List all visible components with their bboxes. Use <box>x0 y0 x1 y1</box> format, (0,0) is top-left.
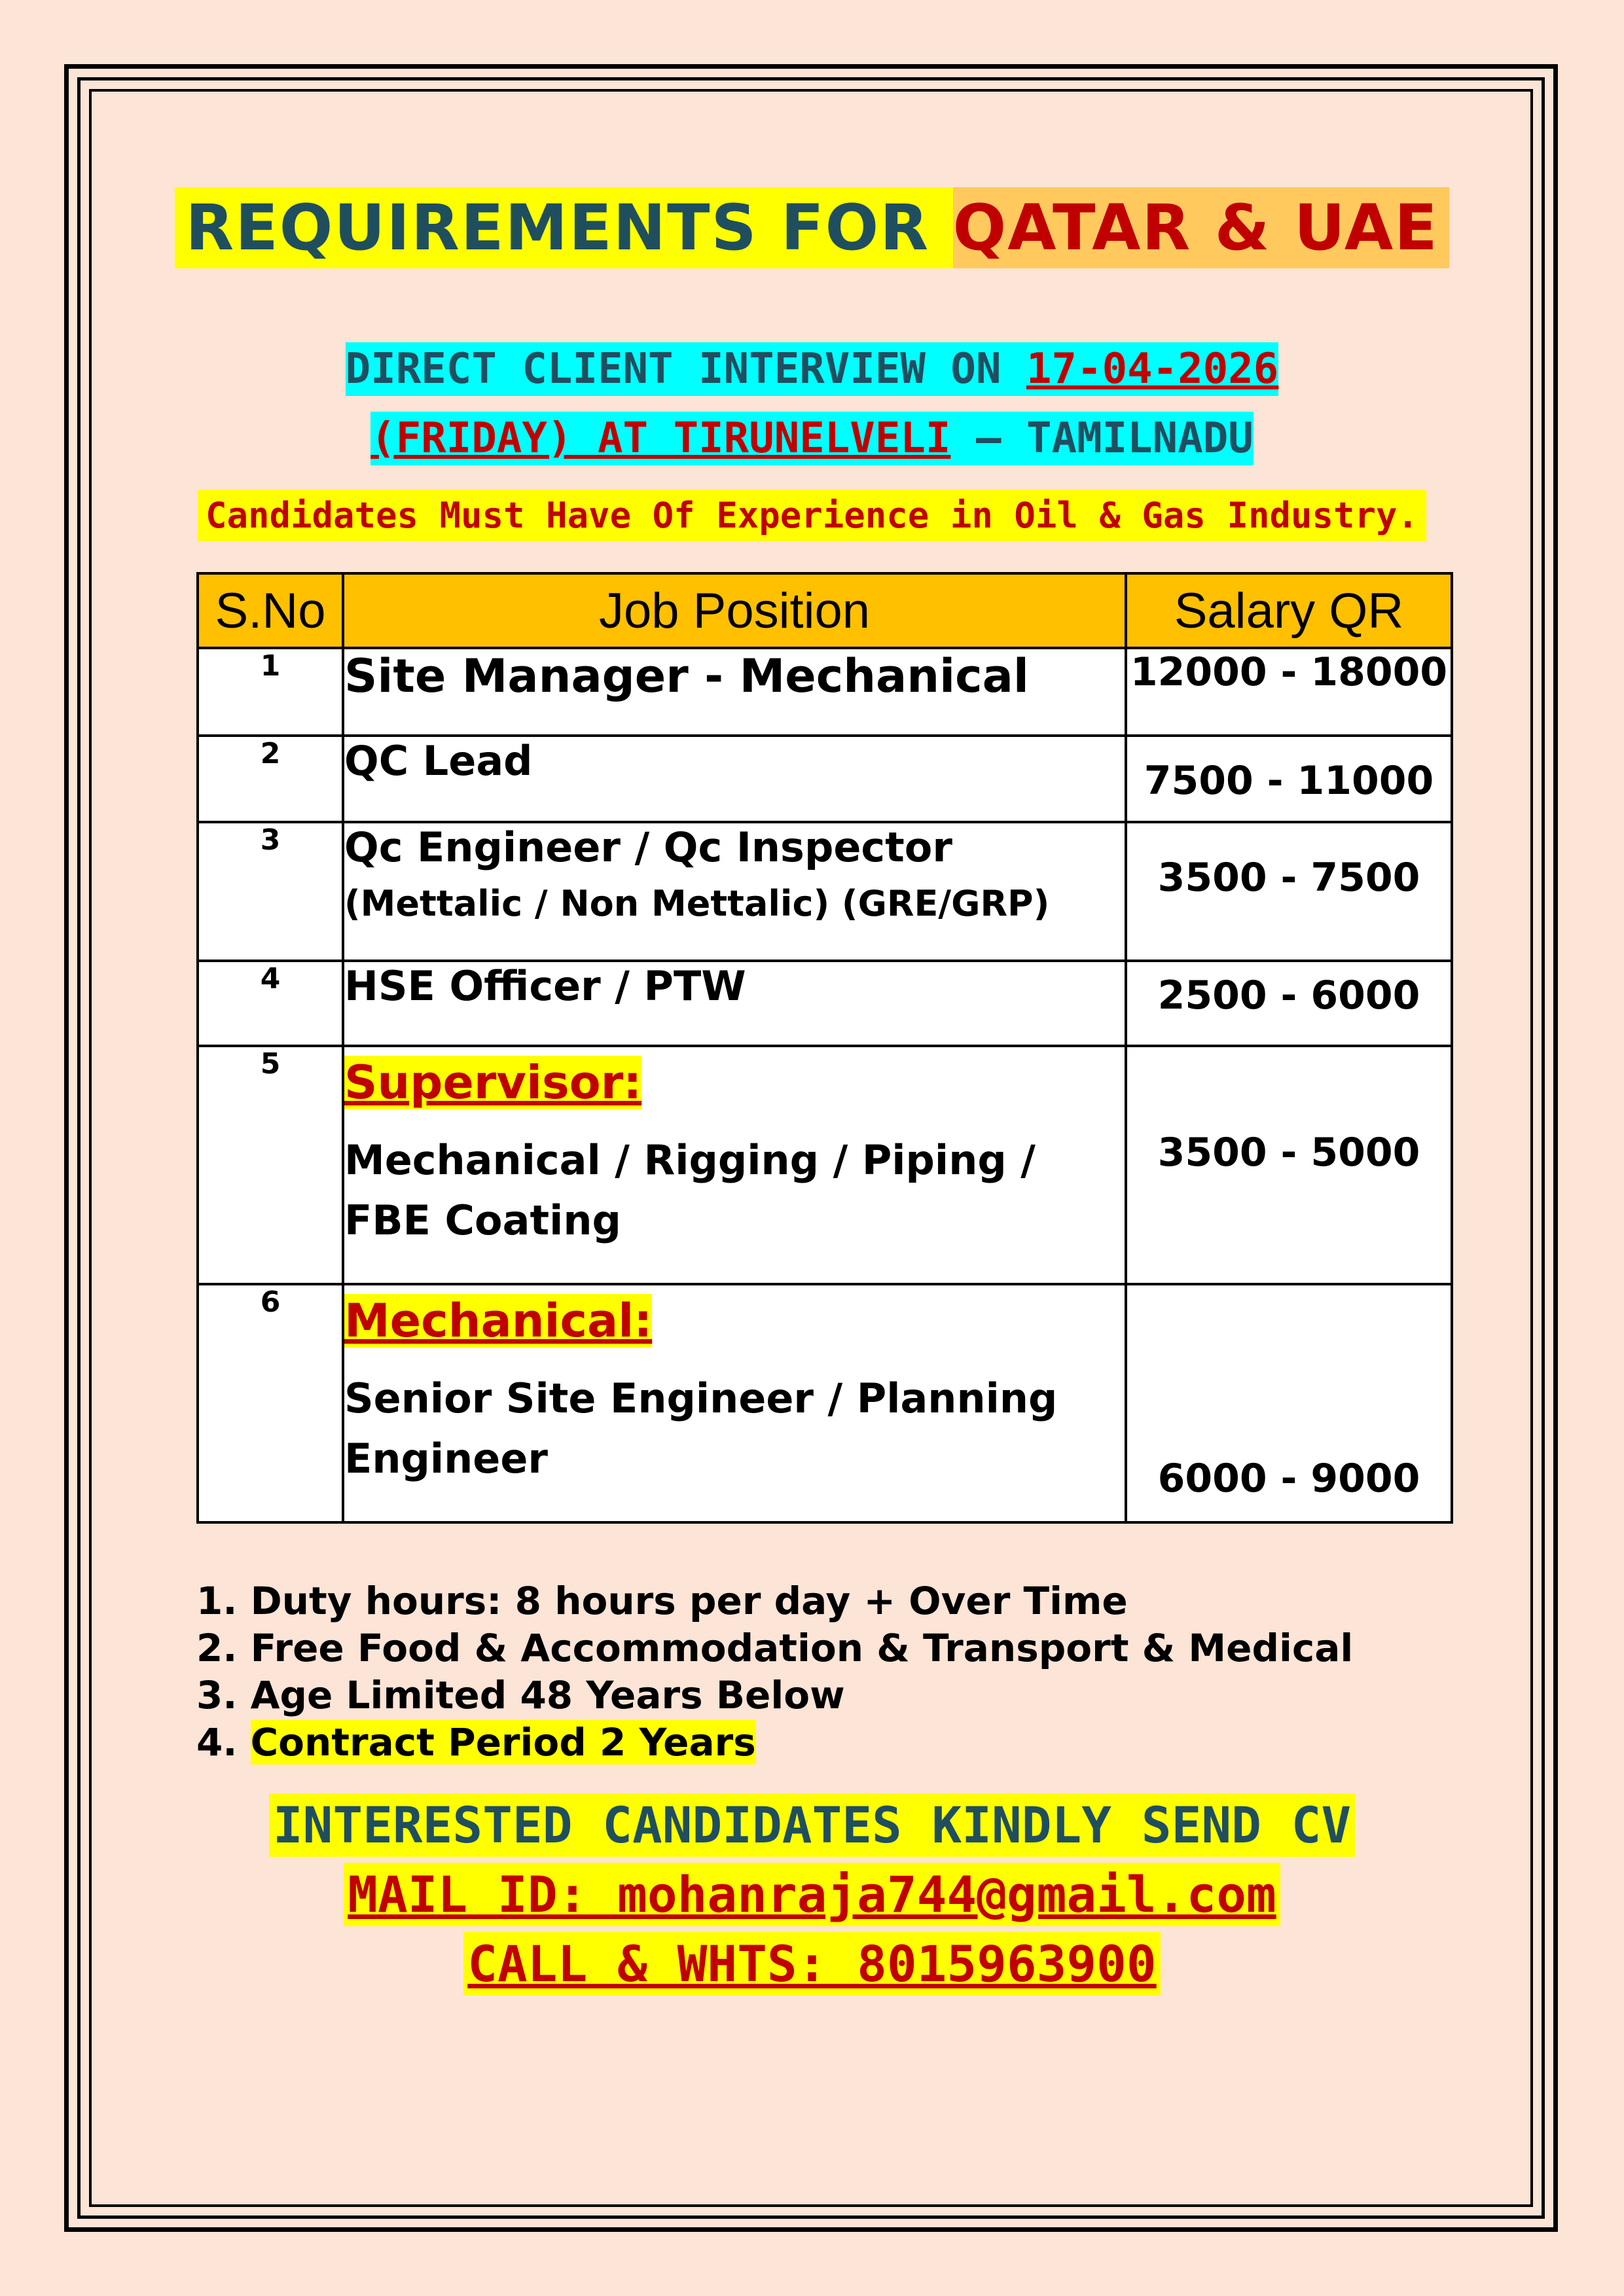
row-salary: 6000 - 9000 <box>1126 1284 1452 1522</box>
row-sno: 6 <box>198 1284 343 1522</box>
table-row <box>198 1046 1452 1284</box>
list-item-number: 4. <box>196 1720 251 1765</box>
row-sno: 5 <box>198 1046 343 1284</box>
table-row <box>198 822 1452 961</box>
table-row <box>198 961 1452 1046</box>
interview-line2 <box>0 402 1624 475</box>
row-position-title: Mechanical / Rigging / Piping / FBE Coating <box>344 1136 1036 1244</box>
table-row <box>198 1284 1452 1522</box>
header-position: Job Position <box>343 573 1126 648</box>
row-salary: 3500 - 5000 <box>1126 1046 1452 1284</box>
list-item: 2. Free Food & Accommodation & Transport & Medical <box>196 1626 1354 1670</box>
row-category: Mechanical: <box>344 1294 653 1348</box>
row-category: Supervisor: <box>344 1056 642 1109</box>
mail-link[interactable]: MAIL ID: mohanraja744@gmail.com <box>344 1863 1280 1926</box>
row-position-title: Senior Site Engineer / Planning Engineer <box>344 1374 1058 1482</box>
list-item: 3. Age Limited 48 Years Below <box>196 1673 845 1717</box>
row-sno: 2 <box>198 736 343 822</box>
page-title <box>0 191 1624 264</box>
mail-id[interactable] <box>0 1865 1624 1924</box>
experience-requirement <box>0 495 1624 536</box>
interview-day-location: (FRIDAY) AT TIRUNELVELI <box>370 414 951 463</box>
title-part2: QATAR & UAE <box>953 187 1449 268</box>
table-row <box>198 648 1452 736</box>
row-sno: 4 <box>198 961 343 1046</box>
row-salary: 3500 - 7500 <box>1126 822 1452 961</box>
title-part1: REQUIREMENTS FOR <box>175 187 952 268</box>
interview-line1 <box>0 332 1624 406</box>
terms-list <box>196 1577 1440 1766</box>
row-sno: 3 <box>198 822 343 961</box>
experience-requirement-text: Candidates Must Have Of Experience in Oil & Gas Industry. <box>198 490 1426 541</box>
jobs-table <box>196 572 1453 1524</box>
row-salary: 7500 - 11000 <box>1126 736 1452 822</box>
table-header-row <box>198 573 1452 648</box>
row-position <box>343 1284 1126 1522</box>
header-sno: S.No <box>198 573 343 648</box>
cta-heading <box>0 1796 1624 1854</box>
list-item: 1. Duty hours: 8 hours per day + Over Time <box>196 1579 1128 1623</box>
row-position-detail: (Mettalic / Non Mettalic) (GRE/GRP) <box>344 883 1050 924</box>
phone-link[interactable]: CALL & WHTS: 8015963900 <box>463 1932 1160 1996</box>
interview-date: 17-04-2026 <box>1026 345 1279 393</box>
row-position <box>343 822 1126 961</box>
row-position: HSE Officer / PTW <box>343 961 1126 1046</box>
row-salary: 12000 - 18000 <box>1126 648 1452 736</box>
header-salary: Salary QR <box>1126 573 1452 648</box>
table-row <box>198 736 1452 822</box>
row-position: Site Manager - Mechanical <box>343 648 1126 736</box>
row-position-title: Qc Engineer / Qc Inspector <box>344 823 952 871</box>
cta-text: INTERESTED CANDIDATES KINDLY SEND CV <box>269 1793 1355 1857</box>
list-item-highlight: Contract Period 2 Years <box>250 1720 756 1765</box>
list-item <box>196 1719 1440 1766</box>
interview-region: – TAMILNADU <box>950 414 1254 463</box>
interview-prefix: DIRECT CLIENT INTERVIEW ON <box>345 345 1027 393</box>
row-position: QC Lead <box>343 736 1126 822</box>
row-position <box>343 1046 1126 1284</box>
phone-number[interactable] <box>0 1935 1624 1993</box>
row-salary: 2500 - 6000 <box>1126 961 1452 1046</box>
row-sno: 1 <box>198 648 343 736</box>
